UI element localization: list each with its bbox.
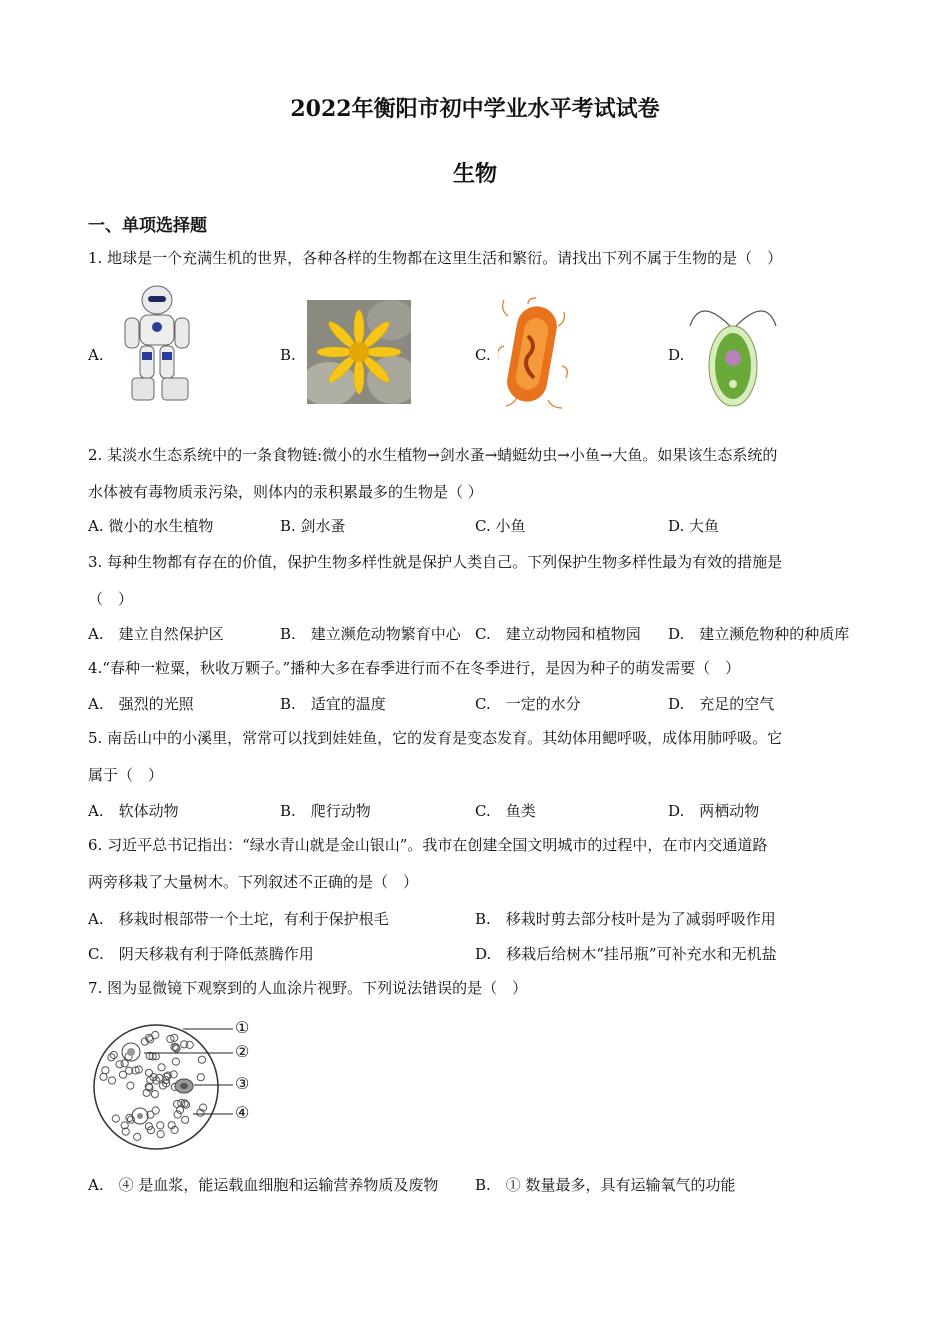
q7-option-a[interactable]: A. ④ 是血浆，能运载血细胞和运输营养物质及废物 xyxy=(88,1176,439,1194)
blood-smear-diagram xyxy=(88,1012,268,1166)
q6-stem-line1: 6. 习近平总书记指出：“绿水青山就是金山银山”。我市在创建全国文明城市的过程中，在市内交通道路 xyxy=(88,836,768,854)
robot-image xyxy=(110,282,200,411)
q3-option-b[interactable]: B. 建立濒危动物繁育中心 xyxy=(280,625,461,643)
exam-title: 2022年衡阳市初中学业水平考试试卷 xyxy=(290,96,660,122)
marker-4: ④ xyxy=(235,1103,250,1122)
q4-option-a[interactable]: A. 强烈的光照 xyxy=(88,695,194,713)
q2-stem-line2: 水体被有毒物质汞污染，则体内的汞积累最多的生物是（ ） xyxy=(88,483,483,501)
section-heading: 一、单项选择题 xyxy=(88,216,207,236)
q1-label-a: A. xyxy=(88,346,104,364)
q4-option-b[interactable]: B. 适宜的温度 xyxy=(280,695,386,713)
q6-stem-line2: 两旁移栽了大量树木。下列叙述不正确的是（ ） xyxy=(88,873,419,891)
q5-stem-line1: 5. 南岳山中的小溪里，常常可以找到娃娃鱼，它的发育是变态发育。其幼体用鳃呼吸，成体用肺呼吸。它 xyxy=(88,729,783,747)
q3-option-a[interactable]: A. 建立自然保护区 xyxy=(88,625,224,643)
q5-option-d[interactable]: D. 两栖动物 xyxy=(668,802,760,820)
q2-option-c[interactable]: C. 小鱼 xyxy=(475,517,526,535)
q6-option-c[interactable]: C. 阴天移栽有利于降低蒸腾作用 xyxy=(88,945,314,963)
q6-option-b[interactable]: B. 移栽时剪去部分枝叶是为了减弱呼吸作用 xyxy=(475,910,776,928)
q7-stem: 7. 图为显微镜下观察到的人血涂片视野。下列说法错误的是（ ） xyxy=(88,979,528,997)
q3-stem-line1: 3. 每种生物都有存在的价值，保护生物多样性就是保护人类自己。下列保护生物多样性最为有效的措施是 xyxy=(88,553,783,571)
q2-option-b[interactable]: B. 剑水蚤 xyxy=(280,517,346,535)
q2-option-d[interactable]: D. 大鱼 xyxy=(668,517,720,535)
q1-label-d: D. xyxy=(668,346,685,364)
q6-option-a[interactable]: A. 移栽时根部带一个土坨，有利于保护根毛 xyxy=(88,910,389,928)
marker-1: ① xyxy=(235,1018,250,1037)
q2-option-a[interactable]: A. 微小的水生植物 xyxy=(88,517,214,535)
q5-option-a[interactable]: A. 软体动物 xyxy=(88,802,179,820)
q1-stem: 1. 地球是一个充满生机的世界，各种各样的生物都在这里生活和繁衍。请找出下列不属于生物的是（ ） xyxy=(88,249,783,267)
q7-option-b[interactable]: B. ① 数量最多，具有运输氧气的功能 xyxy=(475,1176,736,1194)
q3-stem-line2: （ ） xyxy=(88,590,134,608)
q4-option-c[interactable]: C. 一定的水分 xyxy=(475,695,581,713)
q1-label-c: C. xyxy=(475,346,491,364)
q3-option-d[interactable]: D. 建立濒危物种的种质库 xyxy=(668,625,850,643)
marker-2: ② xyxy=(235,1042,250,1061)
q5-stem-line2: 属于（ ） xyxy=(88,766,164,784)
q5-option-c[interactable]: C. 鱼类 xyxy=(475,802,536,820)
marker-3: ③ xyxy=(235,1074,250,1093)
q2-stem-line1: 2. 某淡水生态系统中的一条食物链:微小的水生植物→剑水蚤→蜻蜓幼虫→小鱼→大鱼。如果该生态系统的 xyxy=(88,446,778,464)
algae-image xyxy=(688,296,778,415)
subject-title: 生物 xyxy=(452,161,497,187)
q4-option-d[interactable]: D. 充足的空气 xyxy=(668,695,775,713)
q3-option-c[interactable]: C. 建立动物园和植物园 xyxy=(475,625,641,643)
q4-stem: 4.“春种一粒粟，秋收万颗子。”播种大多在春季进行而不在冬季进行，是因为种子的萌发需要（ ） xyxy=(88,659,741,677)
q6-option-d[interactable]: D. 移栽后给树木“挂吊瓶”可补充水和无机盐 xyxy=(475,945,777,963)
bacteria-image xyxy=(498,296,568,415)
q5-option-b[interactable]: B. 爬行动物 xyxy=(280,802,371,820)
q1-label-b: B. xyxy=(280,346,296,364)
flower-image xyxy=(307,300,411,408)
